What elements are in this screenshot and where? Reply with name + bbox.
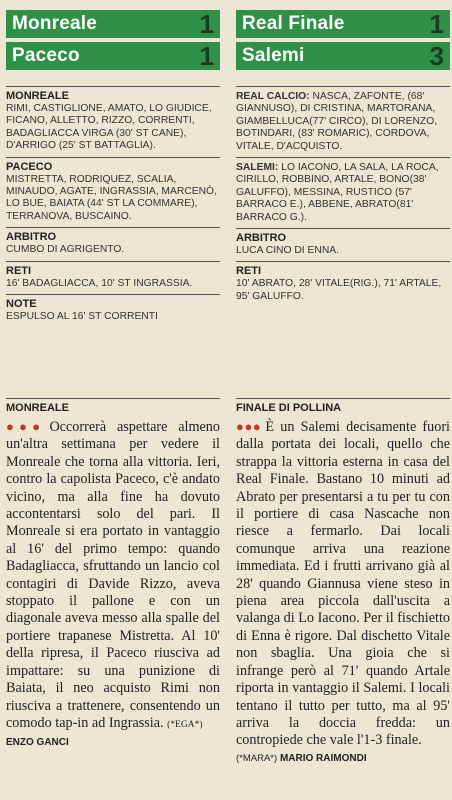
section-body bbox=[236, 91, 450, 153]
article-body bbox=[6, 418, 220, 734]
section-body: RIMI, CASTIGLIONE, AMATO, LO GIUDICE, FICANO, ALLETTO, RIZZO, CORRENTI, BADAGLIACCA VIRGA (30' ST CANE), D'ARRIGO (25' ST BATTAGLIA). bbox=[6, 103, 212, 152]
score-bar-home bbox=[6, 10, 220, 38]
article-tag: (*MARA*) bbox=[236, 752, 278, 764]
section-body bbox=[236, 162, 450, 224]
referee-section bbox=[6, 227, 220, 256]
goals-section bbox=[6, 261, 220, 290]
section-text: NASCA, ZAFONTE, (68' GIANNUSO), DI CRISTINA, MARTORANA, GIAMBELLUCA(77' CIRCO), DI LORENZO, BOTINDARI, (83' ROMARIC), CORDOVA, VITALE, D'ACQUISTO. bbox=[236, 91, 438, 152]
section-body: LUCA CINO DI ENNA. bbox=[236, 245, 339, 257]
team-name: Salemi bbox=[242, 45, 305, 66]
section-body: 16' BADAGLIACCA, 10' ST INGRASSIA. bbox=[6, 277, 193, 289]
author-name: MARIO RAIMONDI bbox=[279, 752, 367, 764]
article-text: Occorrerà aspettare almeno un'altra settimana per vedere il Monreale che torna alla vittoria. Ieri, contro la capolista Paceco, c'è andato vicino, ma alla fine ha dovuto accontentarsi solo del pari. Il Monreale si era portato in vantaggio al 16' del primo tempo: quando Badagliacca, sfruttando un lancio col contagiri di Davide Rizzo, aveva stoppato il pallone e con un diagonale aveva messo alla spalle del portiere trapanese Mistretta. Al 10' della ripresa, il Paceco riusciva ad impattare: su una punizione di Baiata, il neo acquisto Rimi non riusciva a trattenere, consentendo un comodo tap-in ad Ingrassia. bbox=[6, 419, 220, 731]
section-title: MONREALE bbox=[6, 90, 69, 102]
section-body: MISTRETTA, RODRIQUEZ, SCALIA, MINAUDO, AGATE, INGRASSIA, MARCENÒ, LO BUE, BAIATA (44' ST LA COMMARE), TERRANOVA, BUSCAINO. bbox=[6, 173, 217, 222]
left-column bbox=[6, 0, 220, 323]
section-title: SALEMI: bbox=[236, 162, 279, 174]
author-signature bbox=[6, 737, 220, 748]
team-name: Paceco bbox=[12, 45, 80, 66]
section-body: 10' ABRATO, 28' VITALE(RIG.), 71' ARTALE, 95' GALUFFO. bbox=[236, 278, 442, 302]
bullet-dots-icon: ●●● bbox=[6, 419, 46, 434]
team-score: 1 bbox=[199, 40, 214, 71]
section-title: RETI bbox=[236, 265, 262, 278]
section-body: CUMBO DI AGRIGENTO. bbox=[6, 244, 125, 256]
team-score: 1 bbox=[429, 8, 444, 39]
author-signature bbox=[236, 753, 450, 764]
right-column bbox=[236, 0, 450, 303]
article-text: È un Salemi decisamente fuori dalla portata dei locali, quello che strappa la vittoria esterna in casa del Real Finale. Bastano 10 minuti ad Abrato per presentarsi a tu per tu con il portiere di casa Nascache non riesce a fermarlo. Dai locali comunque arriva una reazione immediata. Ed i frutti arrivano già al 28' quando Giannusa viene steso in piena area piccola dall'uscita a valanga di Lo Iacono. Per il fischietto di Enna è rigore. Dal dischetto Vitale non sbaglia. Una gioia che si infrange però al 71' quando Artale riporta in vantaggio il Salemi. I locali tentano il tutto per tutto, ma al 95' arriva la doccia fredda: un contropiede che vale l'1-3 finale. bbox=[236, 419, 450, 749]
notes-section bbox=[6, 294, 220, 323]
referee-section bbox=[236, 228, 450, 257]
team-name: Monreale bbox=[12, 13, 98, 34]
section-text: LO IACONO, LA SALA, LA ROCA, CIRILLO, ROBBINO, ARTALE, BONO(38' GALUFFO), MESSINA, RUSTICO (57' BARRACO E.), ABBENE, ABRATO(81' BARRACO G.). bbox=[236, 162, 439, 223]
lineup-section bbox=[6, 157, 220, 224]
bullet-dots-icon: ●●● bbox=[236, 419, 262, 434]
section-title: REAL CALCIO: bbox=[236, 91, 310, 102]
author-name: ENZO GANCI bbox=[6, 737, 69, 749]
article-kicker: MONREALE bbox=[6, 398, 220, 414]
section-body: ESPULSO AL 16' ST CORRENTI bbox=[6, 311, 158, 323]
article-tag: (*EGA*) bbox=[167, 719, 203, 730]
section-title: ARBITRO bbox=[6, 231, 57, 244]
section-title: ARBITRO bbox=[236, 232, 287, 245]
score-bar-away bbox=[236, 42, 450, 70]
section-title: PACECO bbox=[6, 160, 53, 173]
section-title: RETI bbox=[6, 264, 32, 277]
team-score: 3 bbox=[429, 40, 444, 71]
section-title: NOTE bbox=[6, 298, 37, 311]
score-bar-home bbox=[236, 10, 450, 38]
article-body bbox=[236, 418, 450, 750]
match-report-right bbox=[236, 398, 450, 764]
article-kicker: FINALE DI POLLINA bbox=[236, 398, 450, 414]
goals-section bbox=[236, 261, 450, 303]
lineup-section bbox=[236, 86, 450, 153]
score-bar-away bbox=[6, 42, 220, 70]
lineup-section bbox=[6, 86, 220, 153]
team-score: 1 bbox=[199, 8, 214, 39]
lineup-section bbox=[236, 157, 450, 224]
match-report-left bbox=[6, 398, 220, 748]
team-name: Real Finale bbox=[242, 13, 345, 34]
